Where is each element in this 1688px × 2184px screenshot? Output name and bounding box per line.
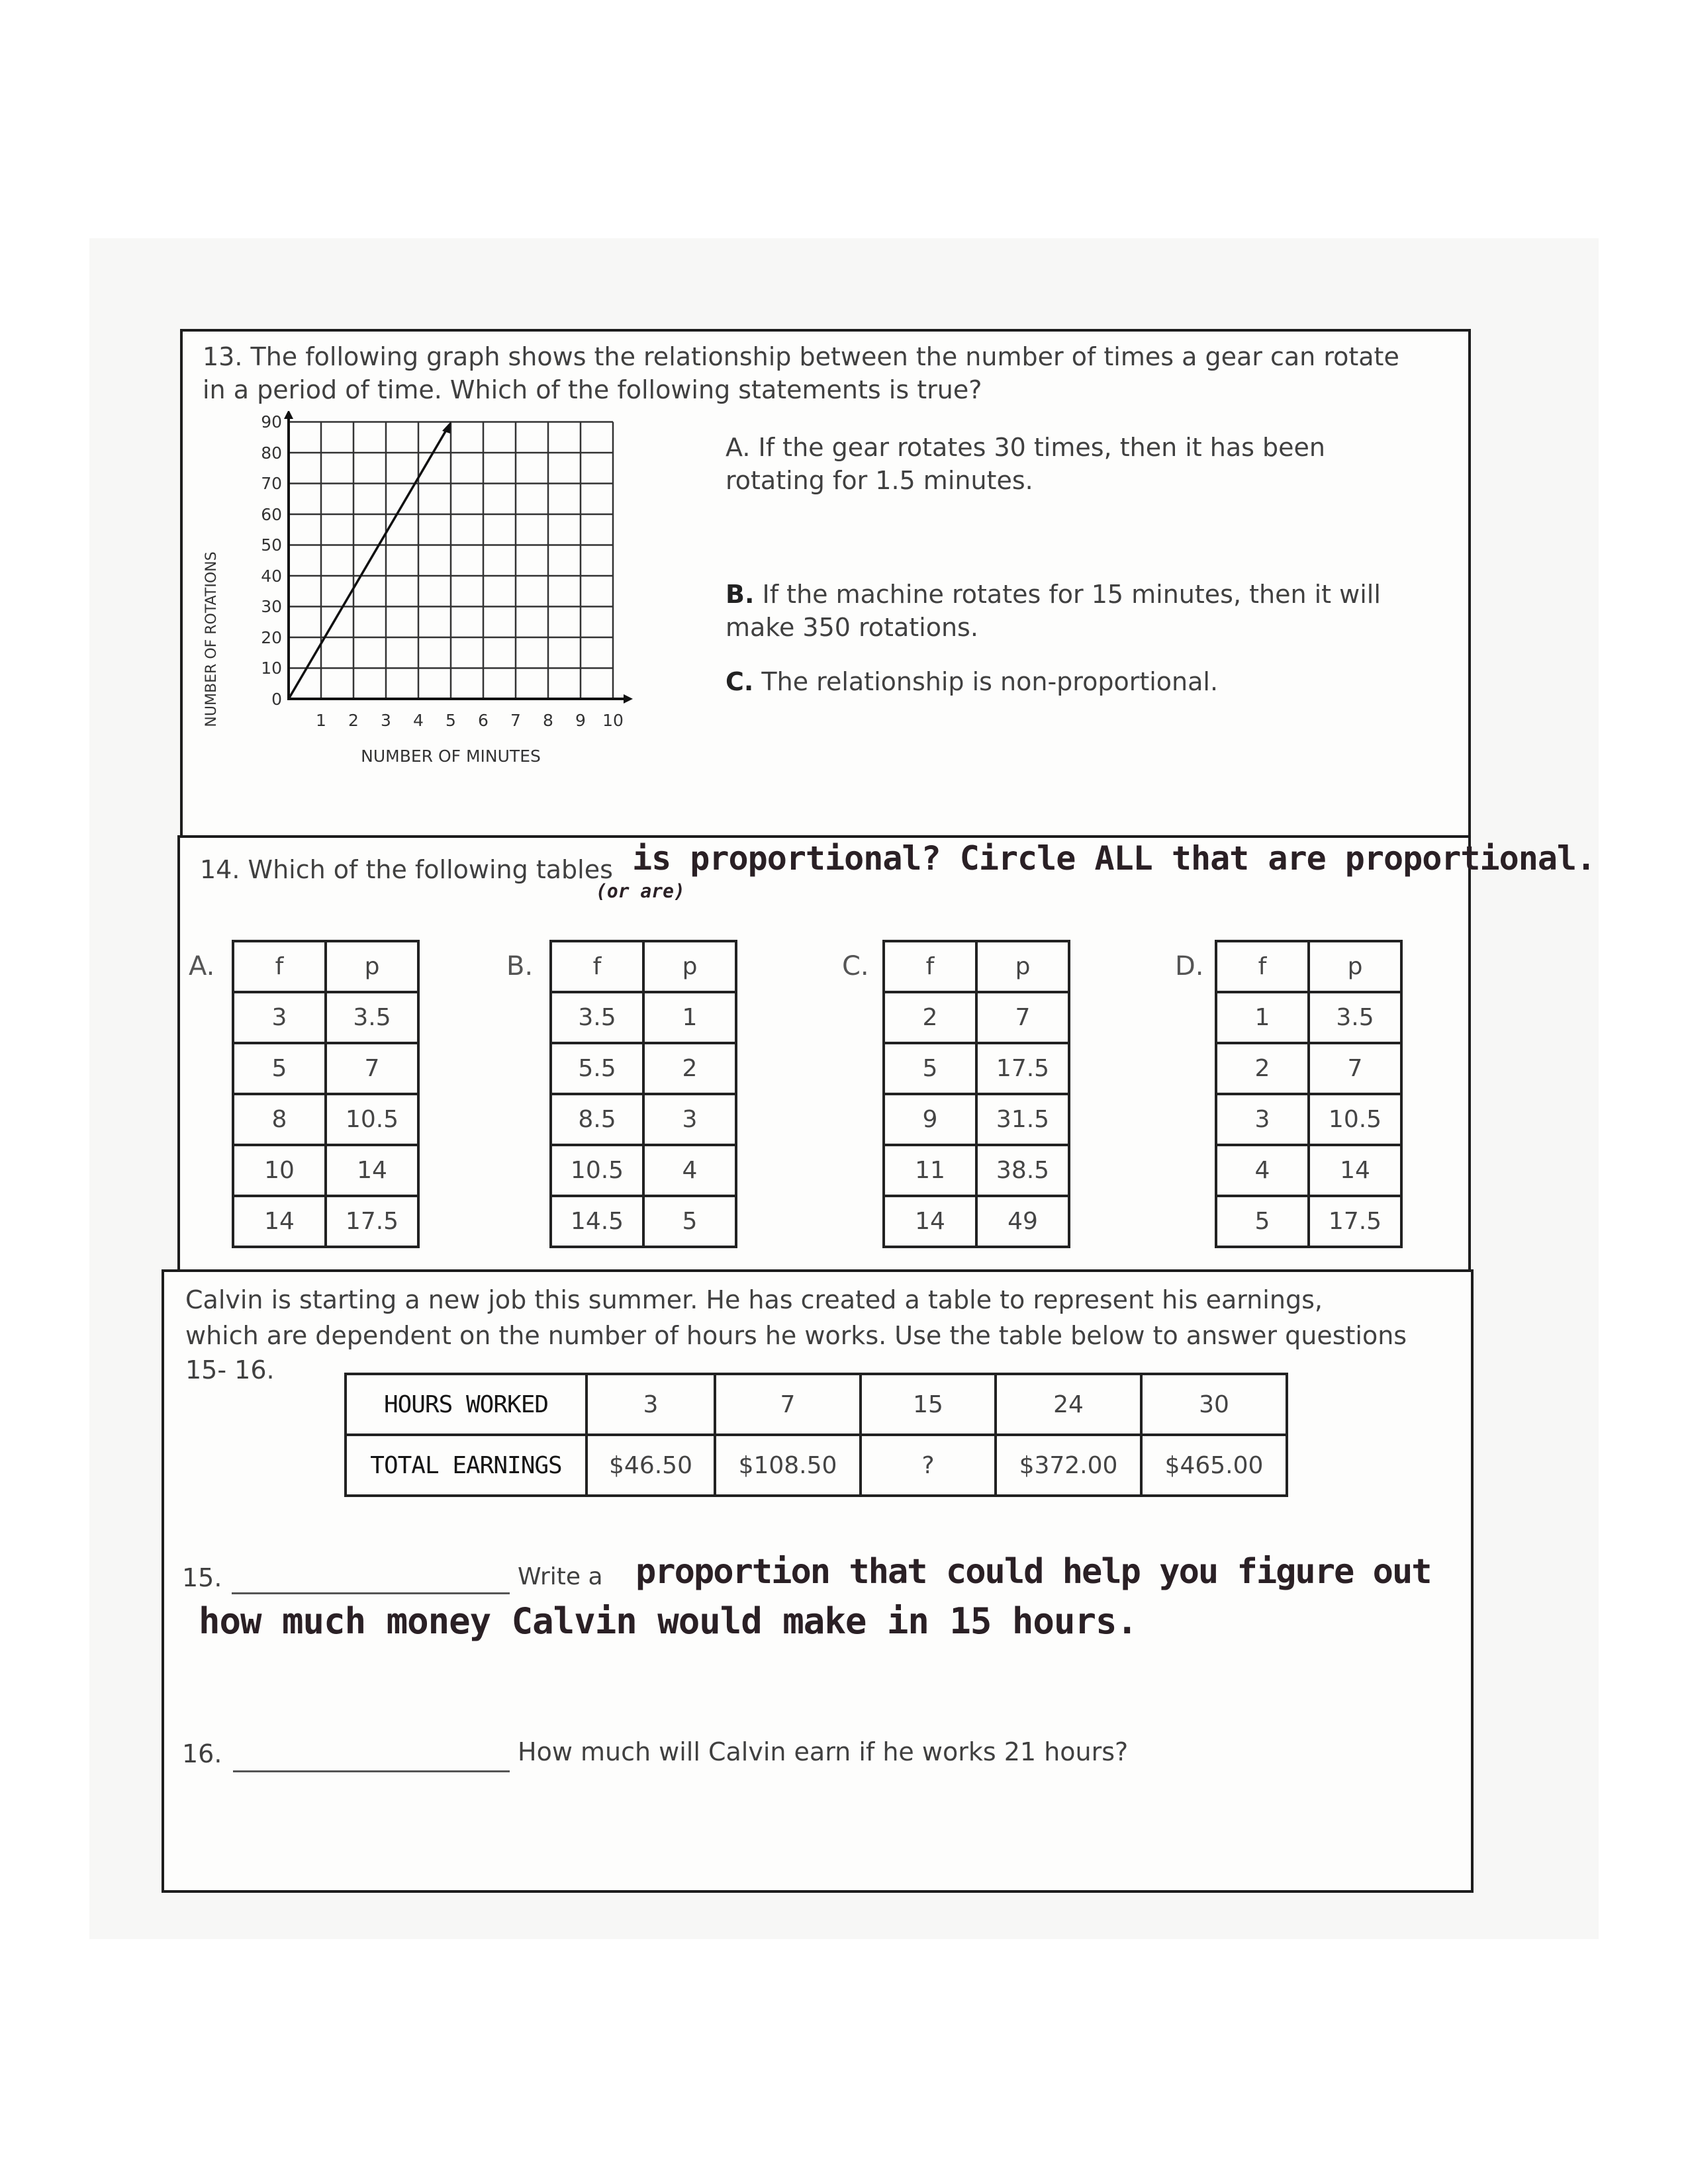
table-a-label: A. (189, 951, 215, 981)
q15-handwritten-line1: proportion that could help you figure out (635, 1552, 1431, 1592)
table-row: 8 10.5 (233, 1094, 418, 1145)
earnings-cell: $108.50 (715, 1435, 861, 1496)
svg-text:60: 60 (261, 505, 282, 524)
q15-printed-prompt: Write a (518, 1563, 603, 1590)
hours-row (346, 1374, 1287, 1435)
table-row: 1 3.5 (1216, 992, 1401, 1043)
calvin-intro-line1: Calvin is starting a new job this summer. He has created a table to represent his earnings, (185, 1285, 1323, 1314)
earnings-cell: $46.50 (586, 1435, 715, 1496)
q13-prompt-line1: 13. The following graph shows the relationship between the number of times a gear can rotate (203, 342, 1399, 371)
svg-text:6: 6 (478, 711, 489, 730)
svg-text:2: 2 (348, 711, 359, 730)
q13-prompt-line2: in a period of time. Which of the following statements is true? (203, 375, 982, 404)
svg-text:10: 10 (261, 659, 282, 678)
row-header-earnings: TOTAL EARNINGS (346, 1435, 586, 1496)
q15-handwritten-line2: how much money Calvin would make in 15 hours. (199, 1600, 1137, 1642)
rotation-line (289, 422, 451, 699)
row-header-hours: HOURS WORKED (346, 1374, 586, 1435)
svg-text:5: 5 (445, 711, 456, 730)
y-tick-labels (255, 411, 287, 709)
q14-handwritten-prompt: is proportional? Circle ALL that are proportional. (632, 839, 1596, 878)
earnings-cell: $465.00 (1141, 1435, 1287, 1496)
option-letter: A. (726, 433, 751, 462)
svg-text:20: 20 (261, 628, 282, 647)
q15-answer-blank[interactable] (232, 1592, 510, 1594)
q14-handwritten-or-are: (or are) (596, 880, 685, 902)
grid-lines (289, 422, 613, 700)
table-row: 11 38.5 (884, 1145, 1069, 1196)
earnings-table (344, 1373, 1288, 1497)
calvin-intro-line2: which are dependent on the number of hours he works. Use the table below to answer questions (185, 1321, 1407, 1350)
option-text: If the machine rotates for 15 minutes, then it will (762, 580, 1381, 609)
option-text: If the gear rotates 30 times, then it has been (758, 433, 1325, 462)
svg-text:70: 70 (261, 474, 282, 493)
table-b-label: B. (506, 951, 534, 981)
q16-answer-blank[interactable] (233, 1770, 510, 1772)
q16-number: 16. (182, 1739, 222, 1768)
table-row: 2 7 (1216, 1043, 1401, 1094)
svg-text:40: 40 (261, 567, 282, 586)
svg-text:7: 7 (510, 711, 521, 730)
q13-option-b[interactable] (726, 578, 1381, 644)
table-header-row: f p (1216, 941, 1401, 992)
table-row: 8.5 3 (551, 1094, 736, 1145)
q14-prompt: 14. Which of the following tables (200, 855, 613, 884)
table-row: 10.5 4 (551, 1145, 736, 1196)
table-header-row: f p (884, 941, 1069, 992)
option-text-cont: rotating for 1.5 minutes. (726, 466, 1033, 495)
y-axis-label: NUMBER OF ROTATIONS (203, 551, 220, 727)
table-row: 10 14 (233, 1145, 418, 1196)
table-d-label: D. (1175, 951, 1204, 981)
q13-option-c[interactable] (726, 665, 1218, 698)
x-tick-labels (316, 711, 624, 730)
svg-text:4: 4 (413, 711, 424, 730)
table-row: 3 3.5 (233, 992, 418, 1043)
table-d[interactable] (1215, 940, 1403, 1248)
table-row: 2 7 (884, 992, 1069, 1043)
svg-text:8: 8 (543, 711, 553, 730)
svg-text:30: 30 (261, 597, 282, 616)
table-row: 3.5 1 (551, 992, 736, 1043)
table-b[interactable] (549, 940, 737, 1248)
table-row: 14.5 5 (551, 1196, 736, 1247)
svg-text:9: 9 (575, 711, 586, 730)
table-row: 9 31.5 (884, 1094, 1069, 1145)
svg-text:80: 80 (261, 443, 282, 463)
table-a[interactable] (232, 940, 420, 1248)
option-letter: C. (726, 667, 754, 696)
table-header-row: f p (551, 941, 736, 992)
table-row: 5 7 (233, 1043, 418, 1094)
hours-cell: 3 (586, 1374, 715, 1435)
svg-text:50: 50 (261, 535, 282, 555)
q13-option-a[interactable] (726, 431, 1325, 497)
option-text-cont: make 350 rotations. (726, 613, 978, 642)
x-axis-label: NUMBER OF MINUTES (361, 747, 541, 766)
rotations-graph (183, 411, 646, 785)
q16-prompt: How much will Calvin earn if he works 21 hours? (518, 1737, 1129, 1766)
table-row: 3 10.5 (1216, 1094, 1401, 1145)
option-text: The relationship is non-proportional. (761, 667, 1219, 696)
earnings-cell: $372.00 (996, 1435, 1141, 1496)
table-c[interactable] (882, 940, 1070, 1248)
question-13-box (180, 329, 1471, 839)
table-row: 14 49 (884, 1196, 1069, 1247)
option-letter: B. (726, 580, 755, 609)
table-row: 5 17.5 (1216, 1196, 1401, 1247)
hours-cell: 30 (1141, 1374, 1287, 1435)
hours-cell: 24 (996, 1374, 1141, 1435)
calvin-intro-line3: 15- 16. (185, 1355, 275, 1385)
svg-text:90: 90 (261, 412, 282, 432)
hours-cell: 15 (861, 1374, 996, 1435)
q15-number: 15. (182, 1563, 222, 1592)
table-row: 5.5 2 (551, 1043, 736, 1094)
table-c-label: C. (842, 951, 869, 981)
rotations-line-chart (183, 411, 646, 782)
svg-text:10: 10 (602, 711, 624, 730)
table-header-row: f p (233, 941, 418, 992)
svg-text:3: 3 (381, 711, 391, 730)
hours-cell: 7 (715, 1374, 861, 1435)
table-row: 4 14 (1216, 1145, 1401, 1196)
earnings-row (346, 1435, 1287, 1496)
earnings-cell-unknown: ? (861, 1435, 996, 1496)
table-row: 14 17.5 (233, 1196, 418, 1247)
svg-text:1: 1 (316, 711, 326, 730)
svg-text:0: 0 (271, 690, 282, 709)
table-row: 5 17.5 (884, 1043, 1069, 1094)
